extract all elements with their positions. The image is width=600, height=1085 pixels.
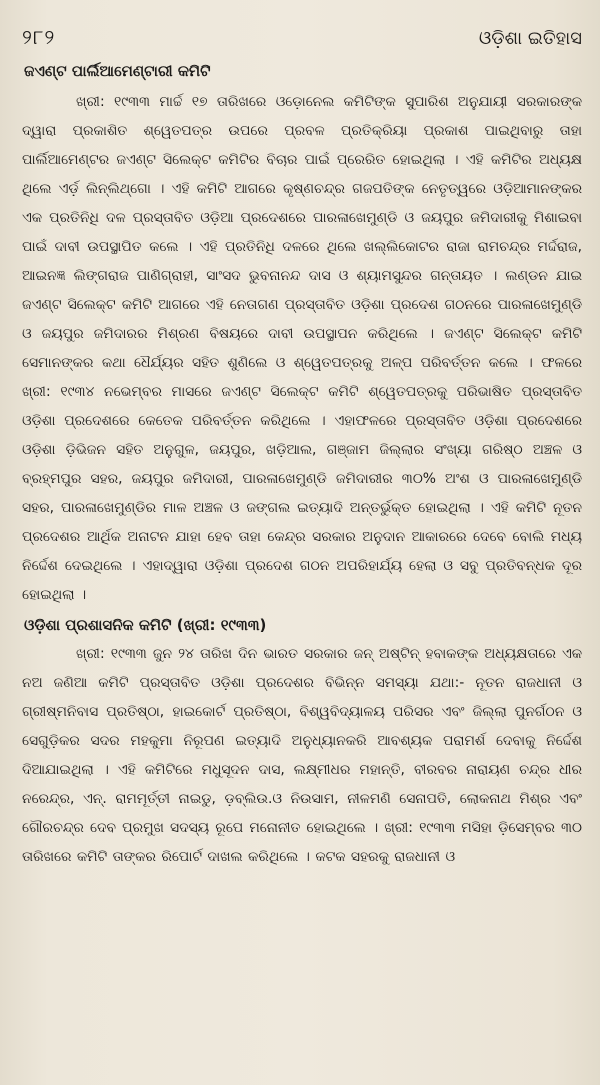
running-header — [22, 26, 582, 50]
section-paragraph: ଖ୍ରୀ: ୧୯୩୩ ମାର୍ଚ୍ଚ ୧୭ ତାରିଖରେ ଓଡ଼ୋନେଲ କମିଟିଙ୍କ ସୁପାରିଶ ଅନୁଯାୟୀ ସରକାରଙ୍କ ଦ୍ୱାରା ପ୍ରକାଶିତ ଶ୍ୱେତପତ୍ର ଉପରେ ପ୍ରବଳ ପ୍ରତିକ୍ରିୟା ପ୍ରକାଶ ପାଇଥିବାରୁ ତାହା ପାର୍ଲିଆମେଣ୍ଟର ଜଏଣ୍ଟ ସିଲେକ୍ଟ କମିଟିର ବିଚାର ପାଇଁ ପ୍ରେରିତ ହୋଇଥିଲା । ଏହି କମିଟିର ଅଧ୍ୟକ୍ଷ ଥିଲେ ଏର୍ଡ଼ ଲିନ୍‌ଲିଥ୍‌ଗୋ । ଏହି କମିଟି ଆଗରେ କୃଷ୍ଣଚନ୍ଦ୍ର ଗଜପତିଙ୍କ ନେତୃତ୍ୱରେ ଓଡ଼ିଆମାନଙ୍କର ଏକ ପ୍ରତିନିଧି ଦଳ ପ୍ରସ୍ତାବିତ ଓଡ଼ିଆ ପ୍ରଦେଶରେ ପାରଳାଖେମୁଣ୍ଡି ଓ ଜୟପୁର ଜମିଦାରୀକୁ ମିଶାଇବା ପାଇଁ ଦାବୀ ଉପସ୍ଥାପିତ କଲେ । ଏହି ପ୍ରତିନିଧି ଦଳରେ ଥିଲେ ଖଲ୍ଲିକୋଟର ରାଜା ରାମଚନ୍ଦ୍ର ମର୍ଦ୍ଦରାଜ, ଆଇନଜ୍ଞ ଲିଙ୍ଗରାଜ ପାଣିଗ୍ରାହୀ, ସାଂସଦ ଭୁବନାନନ୍ଦ ଦାସ ଓ ଶ୍ୟାମସୁନ୍ଦର ଗନ୍ତାୟତ । ଲଣ୍ଡନ ଯାଇ ଜଏଣ୍ଟ ସିଲେକ୍ଟ କମିଟି ଆଗରେ ଏହି ନେତାଗଣ ପ୍ରସ୍ତାବିତ ଓଡ଼ିଶା ପ୍ରଦେଶ ଗଠନରେ ପାରଳାଖେମୁଣ୍ଡି ଓ ଜୟପୁର ଜମିଦାରର ମିଶ୍ରଣ ବିଷୟରେ ଦାବୀ ଉପସ୍ଥାପନ କରିଥିଲେ । ଜଏଣ୍ଟ ସିଲେକ୍ଟ କମିଟି ସେମାନଙ୍କର କଥା ଧୈର୍ଯ୍ୟର ସହିତ ଶୁଣିଲେ ଓ ଶ୍ୱେତପତ୍ରକୁ ଅଳ୍ପ ପରିବର୍ତ୍ତନ କଲେ । ଫଳରେ ଖ୍ରୀ: ୧୯୩୪ ନଭେମ୍ବର ମାସରେ ଜଏଣ୍ଟ ସିଲେକ୍ଟ କମିଟି ଶ୍ୱେତପତ୍ରକୁ ପରିଭାଷିତ ପ୍ରସ୍ତାବିତ ଓଡ଼ିଶା ପ୍ରଦେଶରେ କେତେକ ପରିବର୍ତ୍ତନ କରିଥିଲେ । ଏହାଫଳରେ ପ୍ରସ୍ତାବିତ ଓଡ଼ିଶା ପ୍ରଦେଶରେ ଓଡ଼ିଶା ଡ଼ିଭିଜନ ସହିତ ଅନୁଗୁଳ, ଜୟପୁର, ଖଡ଼ିଆଲ, ଗଞ୍ଜାମ ଜିଲ୍ଲାର ସଂଖ୍ୟା ଗରିଷ୍ଠ ଅଞ୍ଚଳ ଓ ବ୍ରହ୍ମପୁର ସହର, ଜୟପୁର ଜମିଦାରୀ, ପାରଳାଖେମୁଣ୍ଡି ଜମିଦାରୀର ୩୦% ଅଂଶ ଓ ପାରଳାଖେମୁଣ୍ଡି ସହର, ପାରଳାଖେମୁଣ୍ଡିର ମାଳ ଅଞ୍ଚଳ ଓ ଜଙ୍ଗଲ ଇତ୍ୟାଦି ଅନ୍ତର୍ଭୁକ୍ତ ହୋଇଥିଲା । ଏହି କମିଟି ନୂତନ ପ୍ରଦେଶର ଆର୍ଥିକ ଅନାଟନ ଯାହା ହେବ ତାହା କେନ୍ଦ୍ର ସରକାର ଅନୁଦାନ ଆକାରରେ ଦେବେ ବୋଲି ମଧ୍ୟ ନିର୍ଦ୍ଦେଶ ଦେଇଥିଲେ । ଏହାଦ୍ୱାରା ଓଡ଼ିଶା ପ୍ରଦେଶ ଗଠନ ଅପରିହାର୍ଯ୍ୟ ହେଲା ଓ ସବୁ ପ୍ରତିବନ୍ଧକ ଦୂର ହୋଇଥିଲା । — [22, 94, 582, 603]
book-title: ଓଡ଼ିଶା ଇତିହାସ — [478, 28, 582, 49]
page-number: ୨୮୨ — [22, 25, 56, 49]
section-heading-joint-parliamentary-committee: ଜଏଣ୍ଟ ପାର୍ଲିଆମେଣ୍ଟାରୀ କମିଟି — [24, 62, 211, 80]
section-heading-administrative-committee: ଓଡ଼ିଶା ପ୍ରଶାସନିକ କମିଟି (ଖ୍ରୀ: ୧୯୩୩) — [24, 616, 267, 634]
section-paragraph: ଖ୍ରୀ: ୧୯୩୩ ଜୁନ ୨୪ ତାରିଖ ଦିନ ଭାରତ ସରକାର ଜନ୍ ଅଷ୍ଟିନ୍ ହବାକଙ୍କ ଅଧ୍ୟକ୍ଷତାରେ ଏକ ନଅ ଜଣିଆ କମିଟି ପ୍ରସ୍ତାବିତ ଓଡ଼ିଶା ପ୍ରଦେଶର ବିଭିନ୍ନ ସମସ୍ୟା ଯଥା:- ନୂତନ ରାଜଧାନୀ ଓ ଗ୍ରୀଷ୍ମନିବାସ ପ୍ରତିଷ୍ଠା, ହାଇକୋର୍ଟ ପ୍ରତିଷ୍ଠା, ବିଶ୍ୱବିଦ୍ୟାଳୟ ପରିସର ଏବଂ ଜିଲ୍ଲା ପୁନର୍ଗଠନ ଓ ସେଗୁଡ଼ିକର ସଦର ମହକୁମା ନିରୂପଣ ଇତ୍ୟାଦି ଅନୁଧ୍ୟାନକରି ଆବଶ୍ୟକ ପରାମର୍ଶ ଦେବାକୁ ନିର୍ଦ୍ଦେଶ ଦିଆଯାଇଥିଲା । ଏହି କମିଟିରେ ମଧୁସୂଦନ ଦାସ, ଲକ୍ଷ୍ମୀଧର ମହାନ୍ତି, ବୀରବର ନାରାୟଣ ଚନ୍ଦ୍ର ଧୀର ନରେନ୍ଦ୍ର, ଏନ୍. ରାମମୂର୍ତ୍ତୀ ନାଇଡୁ, ଡ଼ବ୍ଲିଉ.ଓ ନିଉସାମ, ନୀଳମଣି ସେନାପତି, ଲୋକନାଥ ମିଶ୍ର ଏବଂ ଗୌରଚନ୍ଦ୍ର ଦେବ ପ୍ରମୁଖ ସଦସ୍ୟ ରୂପେ ମନୋନୀତ ହୋଇଥିଲେ । ଖ୍ରୀ: ୧୯୩୩ ମସିହା ଡ଼ିସେମ୍ବର ୩୦ ତାରିଖରେ କମିଟି ତାଙ୍କର ରିପୋର୍ଟ ଦାଖଲ କରିଥିଲେ । କଟକ ସହରକୁ ରାଜଧାନୀ ଓ — [22, 646, 582, 865]
